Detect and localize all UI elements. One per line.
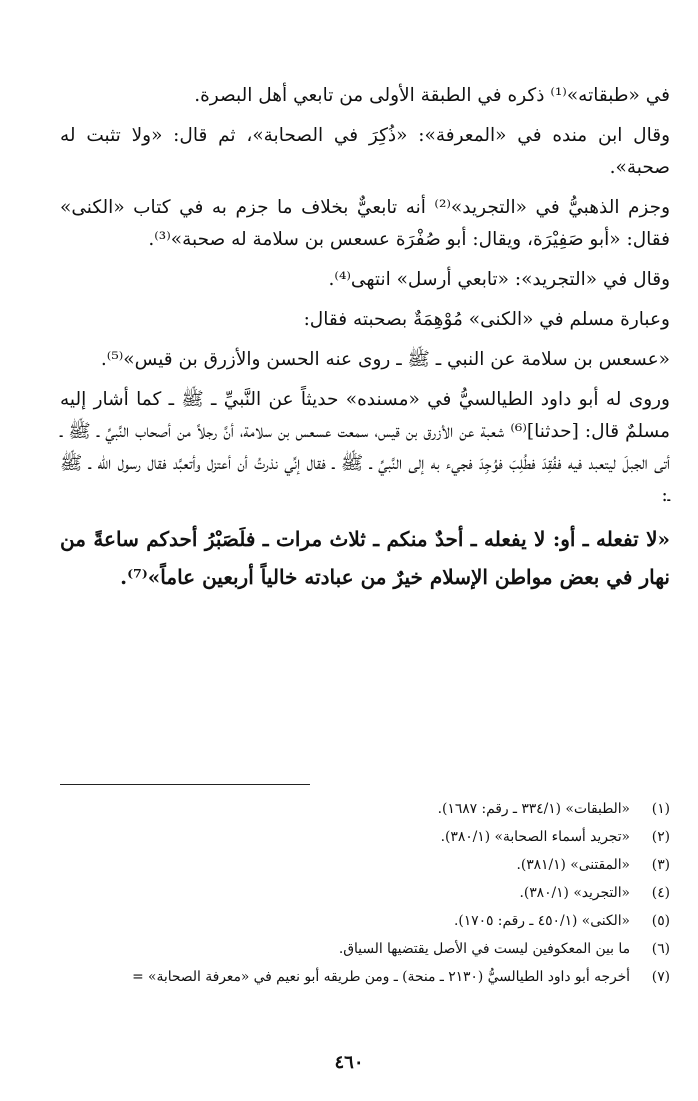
footnote-number: (١) bbox=[651, 801, 670, 817]
paragraph: وقال في «التجريد»: «تابعي أرسل» انتهى⁽⁴⁾. bbox=[328, 269, 670, 290]
hadith-text: «لا تفعله ـ أو: لا يفعله ـ أحدٌ منكم ـ ثلاث مرات ـ فلَصَبْرُ أحدكم ساعةً من نهار في بعض مواطن الإسلام خيرٌ من عبادته خالياً أربعين عاماً»⁽⁷⁾. bbox=[60, 527, 670, 589]
paragraph: في «طبقاته»⁽¹⁾ ذكره في الطبقة الأولى من تابعي أهل البصرة. bbox=[194, 85, 670, 106]
paragraph: وقال ابن منده في «المعرفة»: «ذُكِرَ في الصحابة»، ثم قال: «ولا تثبت له صحبة». bbox=[60, 125, 670, 178]
footnotes bbox=[60, 795, 670, 991]
footnote bbox=[60, 823, 670, 851]
main-text bbox=[60, 80, 670, 604]
paragraph: وروى له أبو داود الطيالسيُّ في «مسنده» حديثاً عن النَّبيِّ ـ ﷺ ـ كما أشار إليه مسلمٌ قال: [حدثنا]⁽⁶⁾ شعبة عن الأزرق بن قيس، سمعت عسعس بن سلامة، أنَّ رجلاً من أصحاب النَّبيِّ ـ ﷺ ـ أتى الجبلَ ليتعبد فيه ففُقِدَ فطُلِبَ فوُجِدَ فجيء به إلى النَّبيِّ ـ ﷺ ـ فقال إنِّي نذرتُ أن أعتزل وأتعبَّد فقال رسول الله ـ ﷺ ـ: bbox=[60, 389, 670, 506]
footnote-number: (٧) bbox=[651, 969, 670, 985]
footnote-number: (٣) bbox=[651, 857, 670, 873]
paragraph: وعبارة مسلم في «الكنى» مُوْهِمَةٌ بصحبته فقال: bbox=[303, 309, 670, 330]
page-number: ٤٦٠ bbox=[334, 1052, 364, 1073]
footnote-text: «التجريد» (٣٨٠/١). bbox=[519, 885, 630, 901]
paragraph: «عسعس بن سلامة عن النبي ـ ﷺ ـ روى عنه الحسن والأزرق بن قيس»⁽⁵⁾. bbox=[100, 349, 670, 370]
footnote bbox=[60, 907, 670, 935]
footnote bbox=[60, 963, 670, 991]
footnote-text: «الطبقات» (٣٣٤/١ ـ رقم: ١٦٨٧). bbox=[437, 801, 630, 817]
footnote bbox=[60, 851, 670, 879]
footnote bbox=[60, 795, 670, 823]
footnote-text: «الكنى» (٤٥٠/١ ـ رقم: ١٧٠٥). bbox=[453, 913, 630, 929]
footnote-divider bbox=[60, 784, 310, 785]
footnote-text: أخرجه أبو داود الطيالسيُّ (٢١٣٠ ـ منحة) ـ ومن طريقه أبو نعيم في «معرفة الصحابة» = bbox=[132, 969, 630, 985]
footnote-number: (٥) bbox=[651, 913, 670, 929]
footnote-text: ما بين المعكوفين ليست في الأصل يقتضيها السياق. bbox=[338, 941, 630, 957]
footnote bbox=[60, 935, 670, 963]
footnote-text: «المقتنى» (٣٨١/١). bbox=[516, 857, 630, 873]
paragraph: وجزم الذهبيُّ في «التجريد»⁽²⁾ أنه تابعيٌّ بخلاف ما جزم به في كتاب «الكنى» فقال: «أبو صَفِيْرَة، ويقال: أبو صُفْرَة عسعس بن سلامة له صحبة»⁽³⁾. bbox=[60, 197, 671, 250]
footnote-text: «تجريد أسماء الصحابة» (٣٨٠/١). bbox=[440, 829, 630, 845]
footnote-number: (٦) bbox=[651, 941, 670, 957]
footnote-number: (٤) bbox=[651, 885, 670, 901]
footnote-number: (٢) bbox=[651, 829, 670, 845]
footnote bbox=[60, 879, 670, 907]
